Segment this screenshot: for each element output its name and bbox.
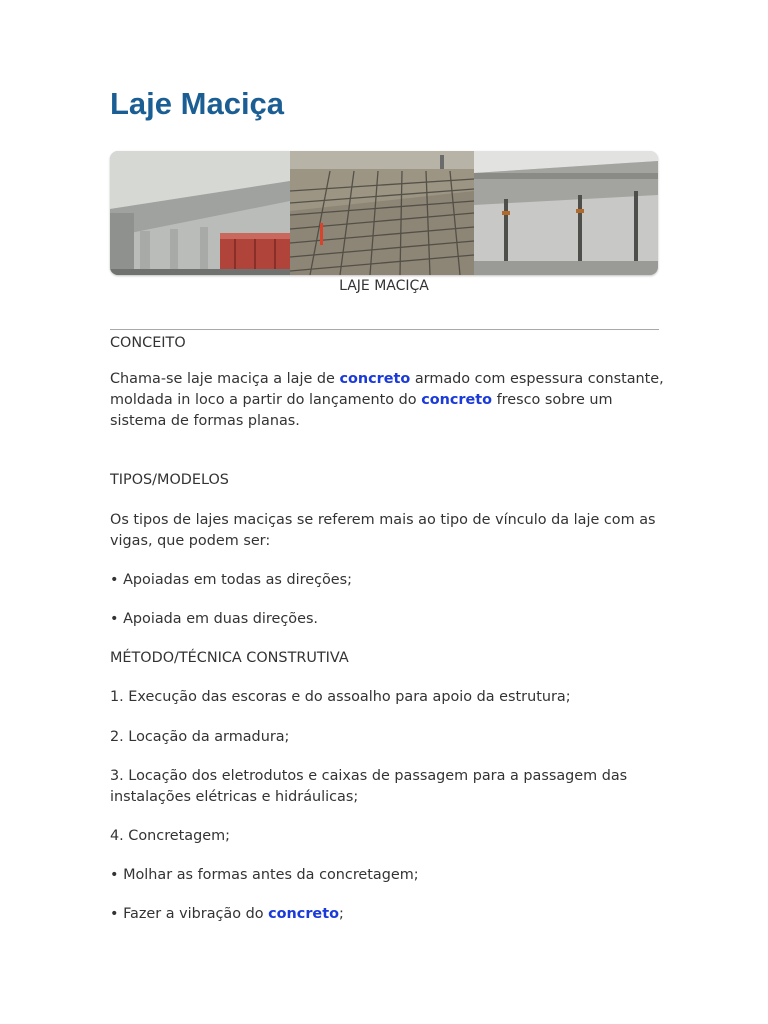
concreto-link-2[interactable]: concreto bbox=[421, 392, 493, 408]
metodo-heading: MÉTODO/TÉCNICA CONSTRUTIVA bbox=[110, 650, 349, 666]
concreto-link-3[interactable]: concreto bbox=[268, 906, 339, 922]
photo-rebar-mesh bbox=[290, 151, 474, 275]
conceito-text-1: Chama-se laje maciça a laje de bbox=[110, 371, 340, 387]
conceito-paragraph bbox=[110, 369, 665, 432]
photo-slab-underside bbox=[110, 151, 290, 275]
page-title: Laje Maciça bbox=[110, 86, 285, 121]
metodo-step-3: 3. Locação dos eletrodutos e caixas de passagem para a passagem das instalações elétricas e hidráulicas; bbox=[110, 768, 628, 805]
photo-steel-props bbox=[474, 151, 658, 275]
conceito-heading: CONCEITO bbox=[110, 335, 186, 351]
tipos-heading: TIPOS/MODELOS bbox=[110, 472, 229, 488]
photo-strip bbox=[110, 151, 658, 275]
section-divider bbox=[110, 329, 659, 330]
metodo-bullet-2-text: • Fazer a vibração do bbox=[110, 906, 269, 922]
image-caption: LAJE MACIÇA bbox=[339, 278, 429, 294]
metodo-bullet-2 bbox=[110, 904, 665, 925]
metodo-step-2: 2. Locação da armadura; bbox=[110, 729, 290, 745]
conceito-text-3: fresco sobre um sistema de formas planas. bbox=[110, 392, 613, 429]
metodo-step-1: 1. Execução das escoras e do assoalho para apoio da estrutura; bbox=[110, 689, 571, 705]
metodo-bullet-1: • Molhar as formas antes da concretagem; bbox=[110, 867, 419, 883]
tipos-item-2: • Apoiada em duas direções. bbox=[110, 611, 319, 627]
metodo-step-4: 4. Concretagem; bbox=[110, 828, 230, 844]
tipos-item-1: • Apoiadas em todas as direções; bbox=[110, 572, 352, 588]
tipos-intro: Os tipos de lajes maciças se referem mais ao tipo de vínculo da laje com as vigas, que podem ser: bbox=[110, 512, 656, 549]
concreto-link-1[interactable]: concreto bbox=[339, 371, 411, 387]
metodo-bullet-2-end: ; bbox=[338, 906, 344, 922]
conceito-text-2: armado com espessura constante, moldada in loco a partir do lançamento do bbox=[110, 371, 664, 408]
